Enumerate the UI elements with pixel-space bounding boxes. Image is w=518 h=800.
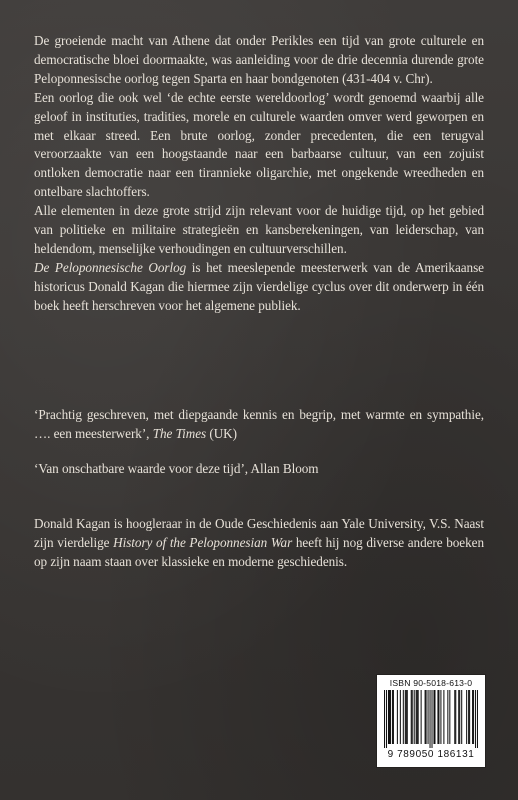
barcode-bar (472, 690, 473, 744)
barcode-bar (477, 690, 478, 748)
barcode-bar (416, 690, 417, 744)
barcode-bar (438, 690, 439, 744)
quote-times-suffix: (UK) (206, 425, 237, 441)
barcode-bar (433, 690, 434, 744)
barcode-icon (384, 690, 478, 748)
paragraph-world-war: Een oorlog die ook wel ‘de echte eerste wereldoorlog’ wordt genoemd waarbij alle geloof in instituties, tradities, morele en culturele waarden omver werd geworpen en met elkaar streed. Een brute oorlog, zonder precedenten, die een terugval veroorzaakte van een hoogstaande naar een barbaarse cultuur, van een zojuist ontloken democratie naar een tirannieke oligarchie, met ongekende wreedheden en ontelbare slachtoffers. (34, 89, 484, 200)
author-bio (34, 515, 484, 572)
book-title: De Peloponnesische Oorlog (34, 259, 187, 275)
barcode-bar (447, 690, 448, 744)
barcode-bar (473, 690, 474, 744)
barcode-bar (430, 690, 431, 748)
review-quote-bloom (34, 460, 484, 479)
paragraph-intro: De groeiende macht van Athene dat onder Perikles een tijd van grote culturele en democratische bloei doormaakte, was aanleiding voor de drie decennia durende grote Peloponnesische oorlog tegen Sparta en haar bondgenoten (431-404 v. Chr). (34, 33, 484, 86)
barcode-bar (440, 690, 441, 744)
barcode-bar (458, 690, 459, 744)
barcode-bar (437, 690, 438, 744)
quote-times-text: ‘Prachtig geschreven, met diepgaande kennis en begrip, met warmte en sympathie, …. een meesterwerk’, (34, 407, 484, 441)
barcode-bar (425, 690, 426, 744)
quote-times-line (34, 406, 484, 444)
barcode-bar (386, 690, 387, 748)
author-bio-text-1: Donald Kagan is hoogleraar in de Oude Geschiedenis aan Yale University, V.S. Naast zijn vierdelige (34, 516, 484, 550)
barcode-bar (431, 690, 432, 748)
barcode-bar (406, 690, 407, 744)
barcode-bar (388, 690, 389, 744)
barcode-bar (421, 690, 422, 744)
barcode-bar (443, 690, 444, 744)
barcode-bar (414, 690, 415, 744)
barcode-bar (407, 690, 408, 744)
barcode-bar (389, 690, 390, 744)
barcode-bar (384, 690, 385, 748)
review-quote-times (34, 406, 484, 444)
barcode-bar (434, 690, 435, 744)
barcode-bar (405, 690, 406, 744)
barcode-bar (449, 690, 450, 744)
barcode-bar (418, 690, 419, 744)
barcode-bar (392, 690, 393, 744)
barcode-bar (428, 690, 429, 744)
barcode-panel (377, 675, 485, 767)
author-bio-text-2: heeft hij nog diverse andere boeken op zijn naam staan over klassieke en moderne geschiedenis. (34, 534, 485, 569)
barcode-bar (393, 690, 394, 744)
barcode-bar (469, 690, 470, 744)
barcode-bar (468, 690, 469, 744)
barcode-bar (466, 690, 467, 744)
isbn-label: ISBN 90-5018-613-0 (389, 678, 473, 688)
quote-bloom-text: ‘Van onschatbare waarde voor deze tijd’, Allan Bloom (34, 461, 319, 476)
barcode-bar (459, 690, 460, 744)
barcode-bar (400, 690, 401, 744)
author-work-title: History of the Peloponnesian War (113, 534, 293, 550)
barcode-digits: 9 789050 186131 (387, 749, 475, 760)
quote-times-source: The Times (152, 425, 207, 441)
barcode-bar (403, 690, 404, 744)
barcode-bar (417, 690, 418, 744)
description-block (34, 32, 484, 316)
barcode-bar (455, 690, 456, 744)
barcode-bar (475, 690, 476, 748)
paragraph-masterwork (34, 259, 484, 316)
barcode-bar (390, 690, 391, 744)
barcode-bar (426, 690, 427, 744)
author-bio-line (34, 515, 484, 572)
paragraph-relevance: Alle elementen in deze grote strijd zijn relevant voor de huidige tijd, op het gebied van politieke en militaire strategieën en kansberekeningen, van leiderschap, van heldendom, menselijke verhoudingen en cultuurverschillen. (34, 203, 484, 256)
barcode-bar (397, 690, 398, 744)
barcode-bar (411, 690, 412, 744)
paragraph-masterwork-text: is het meeslepende meesterwerk van de Amerikaanse historicus Donald Kagan die hiermee zijn vierdelige cyclus over dit onderwerp in één boek heeft herschreven voor het algemene publiek. (34, 259, 484, 313)
barcode-bar (461, 690, 462, 744)
barcode-bar (454, 690, 455, 744)
barcode-bar (412, 690, 413, 744)
